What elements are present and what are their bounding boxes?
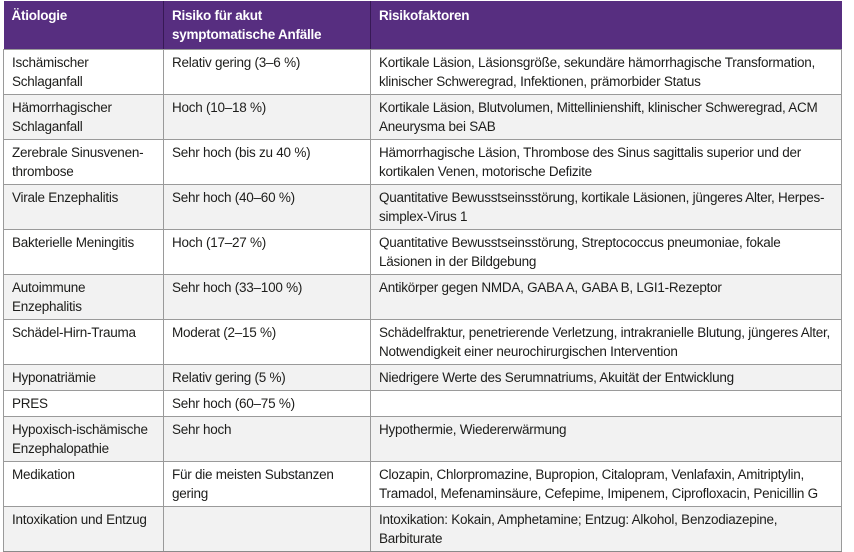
etiology-cell: Virale Enzephalitis xyxy=(4,185,164,230)
risk-cell xyxy=(164,507,371,552)
factors-cell: Kortikale Läsion, Blutvolumen, Mittellinienshift, klinischer Schweregrad, ACM Aneurysma bei SAB xyxy=(371,95,842,140)
etiology-cell: Ischämischer Schlaganfall xyxy=(4,50,164,95)
risk-cell: Hoch (17–27 %) xyxy=(164,230,371,275)
page xyxy=(0,1,854,546)
etiology-cell: Medikation xyxy=(4,462,164,507)
table-row xyxy=(4,462,842,507)
etiology-cell: Autoimmune Enzephalitis xyxy=(4,275,164,320)
factors-cell: Niedrigere Werte des Serumnatriums, Akuität der Entwicklung xyxy=(371,365,842,391)
etiology-cell: Hämorrhagischer Schlaganfall xyxy=(4,95,164,140)
table-body xyxy=(4,50,842,552)
table-row xyxy=(4,230,842,275)
etiology-cell: PRES xyxy=(4,391,164,417)
risk-cell: Sehr hoch (bis zu 40 %) xyxy=(164,140,371,185)
factors-cell xyxy=(371,391,842,417)
risk-cell: Moderat (2–15 %) xyxy=(164,320,371,365)
factors-cell: Quantitative Bewusstseinsstörung, kortikale Läsionen, jüngeres Alter, Herpes-simplex-Virus 1 xyxy=(371,185,842,230)
table-row xyxy=(4,391,842,417)
table-row xyxy=(4,50,842,95)
risk-cell: Hoch (10–18 %) xyxy=(164,95,371,140)
table-row xyxy=(4,417,842,462)
table-row xyxy=(4,140,842,185)
risk-cell: Sehr hoch (40–60 %) xyxy=(164,185,371,230)
risk-cell: Sehr hoch (33–100 %) xyxy=(164,275,371,320)
header-row xyxy=(4,1,842,50)
factors-cell: Antikörper gegen NMDA, GABA A, GABA B, LGI1-Rezeptor xyxy=(371,275,842,320)
etiology-risk-table xyxy=(3,1,842,552)
factors-cell: Clozapin, Chlorpromazine, Bupropion, Citalopram, Venlafaxin, Amitriptylin, Tramadol, Mefenaminsäure, Cefepime, Imipenem, Ciprofloxacin, Penicillin G xyxy=(371,462,842,507)
factors-cell: Hämorrhagische Läsion, Thrombose des Sinus sagittalis superior und der kortikalen Venen, motorische Defizite xyxy=(371,140,842,185)
column-header-etiology: Ätiologie xyxy=(4,1,164,50)
etiology-cell: Hypoxisch-ischämische Enzephalopathie xyxy=(4,417,164,462)
column-header-risk: Risiko für akut symptomatische Anfälle xyxy=(164,1,371,50)
etiology-cell: Bakterielle Meningitis xyxy=(4,230,164,275)
table-row xyxy=(4,365,842,391)
column-header-factors: Risikofaktoren xyxy=(371,1,842,50)
risk-cell: Relativ gering (3–6 %) xyxy=(164,50,371,95)
factors-cell: Intoxikation: Kokain, Amphetamine; Entzug: Alkohol, Benzodiazepine, Barbiturate xyxy=(371,507,842,552)
table-row xyxy=(4,95,842,140)
risk-cell: Relativ gering (5 %) xyxy=(164,365,371,391)
etiology-cell: Schädel-Hirn-Trauma xyxy=(4,320,164,365)
table-row xyxy=(4,320,842,365)
table-row xyxy=(4,185,842,230)
table-row xyxy=(4,275,842,320)
factors-cell: Hypothermie, Wiedererwärmung xyxy=(371,417,842,462)
factors-cell: Schädelfraktur, penetrierende Verletzung, intrakranielle Blutung, jüngeres Alter, Notwendigkeit einer neurochirurgischen Intervention xyxy=(371,320,842,365)
etiology-cell: Intoxikation und Entzug xyxy=(4,507,164,552)
risk-cell: Für die meisten Substanzen gering xyxy=(164,462,371,507)
risk-cell: Sehr hoch xyxy=(164,417,371,462)
risk-cell: Sehr hoch (60–75 %) xyxy=(164,391,371,417)
etiology-cell: Zerebrale Sinusvenen-thrombose xyxy=(4,140,164,185)
factors-cell: Quantitative Bewusstseinsstörung, Streptococcus pneumoniae, fokale Läsionen in der Bildgebung xyxy=(371,230,842,275)
table-row xyxy=(4,507,842,552)
factors-cell: Kortikale Läsion, Läsionsgröße, sekundäre hämorrhagische Transformation, klinischer Schweregrad, Infektionen, prämorbider Status xyxy=(371,50,842,95)
table-header xyxy=(4,1,842,50)
etiology-cell: Hyponatriämie xyxy=(4,365,164,391)
